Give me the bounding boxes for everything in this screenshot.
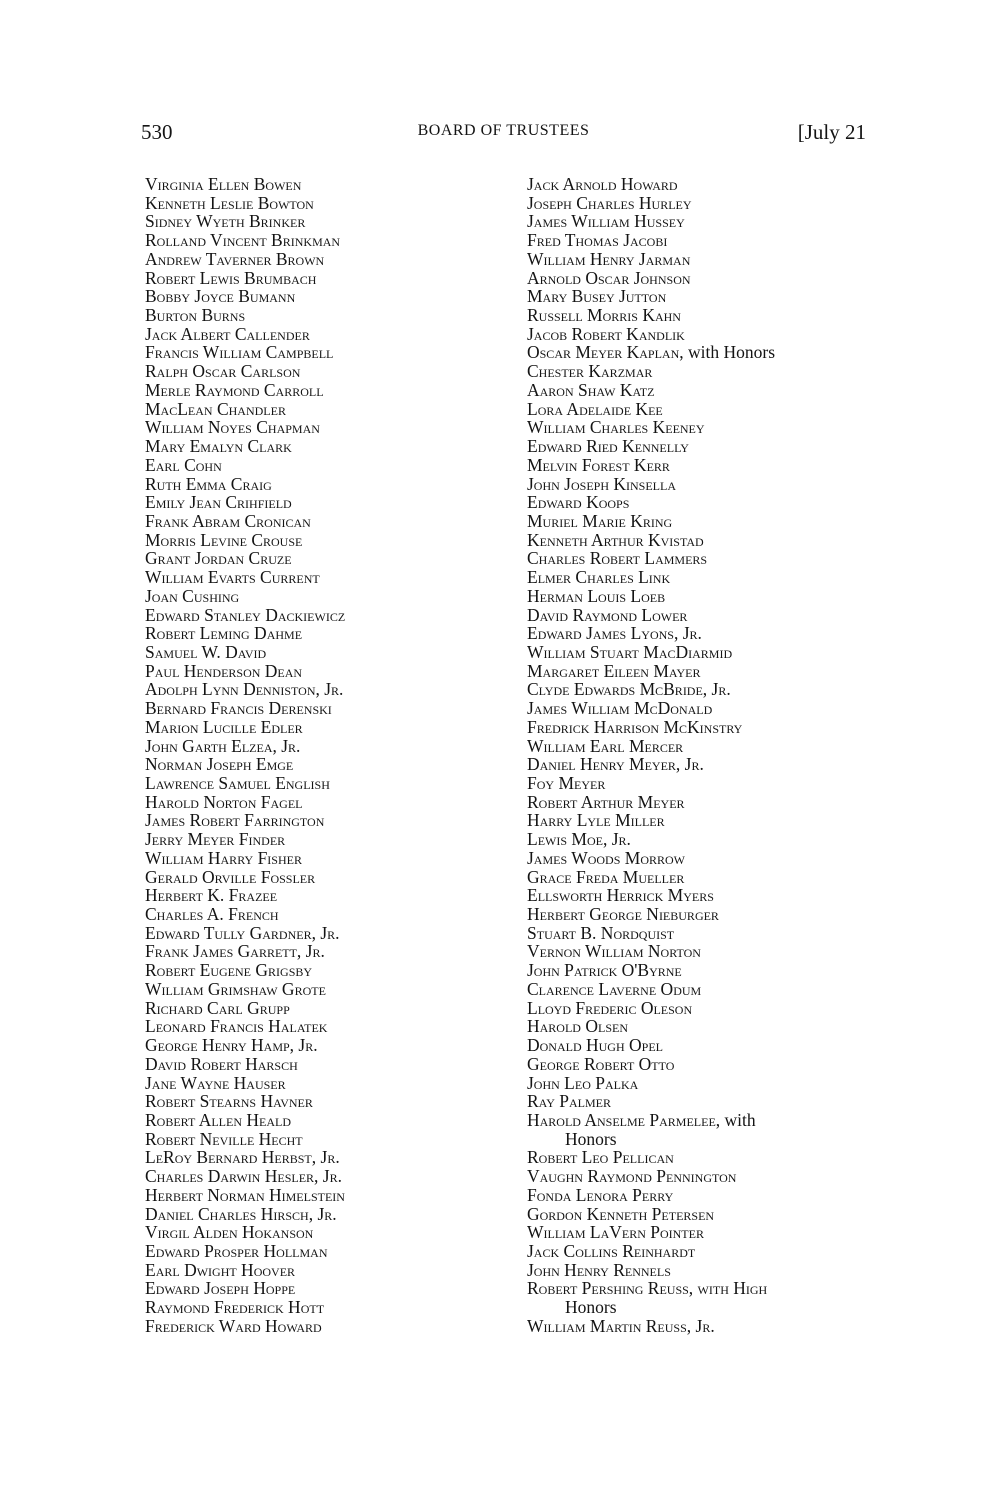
graduate-name: Paul Henderson Dean bbox=[145, 660, 303, 681]
graduate-name: George Henry Hamp, Jr. bbox=[145, 1035, 318, 1056]
graduate-name: John Leo Palka bbox=[527, 1072, 639, 1093]
page-number: 530 bbox=[141, 120, 173, 144]
graduate-name: Mary Emalyn Clark bbox=[145, 436, 292, 457]
right-name-column bbox=[527, 175, 872, 1336]
graduate-name: Virginia Ellen Bowen bbox=[145, 174, 302, 194]
graduate-name: Margaret Eileen Mayer bbox=[527, 660, 701, 681]
graduate-name: Rolland Vincent Brinkman bbox=[145, 230, 341, 251]
graduate-name: Robert Stearns Havner bbox=[145, 1091, 313, 1112]
graduate-name: William Charles Keeney bbox=[527, 417, 705, 438]
graduate-name: John Patrick O'Byrne bbox=[527, 960, 682, 981]
graduate-name: Frederick Ward Howard bbox=[145, 1315, 322, 1336]
graduate-name: Stuart B. Nordquist bbox=[527, 922, 675, 943]
graduate-name: Norman Joseph Emge bbox=[145, 754, 294, 775]
graduate-name: Grant Jordan Cruze bbox=[145, 548, 292, 569]
graduate-name: Morris Levine Crouse bbox=[145, 529, 303, 550]
graduate-name: Edward Stanley Dackiewicz bbox=[145, 604, 346, 625]
graduate-name: Herbert George Nieburger bbox=[527, 904, 719, 925]
graduate-name: Arnold Oscar Johnson bbox=[527, 267, 691, 288]
graduate-name: Elmer Charles Link bbox=[527, 567, 671, 588]
graduate-name: Harold Norton Fagel bbox=[145, 791, 303, 812]
graduate-name: William Stuart MacDiarmid bbox=[527, 641, 733, 662]
graduate-name: Ruth Emma Craig bbox=[145, 473, 272, 494]
graduate-name: Leonard Francis Halatek bbox=[145, 1016, 328, 1037]
graduate-name: Earl Dwight Hoover bbox=[145, 1259, 296, 1280]
graduate-name: Jerry Meyer Finder bbox=[145, 829, 286, 850]
graduate-name: Jacob Robert Kandlik bbox=[527, 323, 685, 344]
graduate-name: Daniel Charles Hirsch, Jr. bbox=[145, 1203, 337, 1224]
graduate-name: Bobby Joyce Bumann bbox=[145, 286, 296, 307]
graduate-name: Harry Lyle Miller bbox=[527, 810, 665, 831]
graduate-name: Aaron Shaw Katz bbox=[527, 379, 655, 400]
graduate-name: Charles A. French bbox=[145, 904, 279, 925]
graduate-name: William Grimshaw Grote bbox=[145, 978, 326, 999]
graduate-name: MacLean Chandler bbox=[145, 398, 286, 419]
graduate-name: Vernon William Norton bbox=[527, 941, 701, 962]
graduate-name: Herbert Norman Himelstein bbox=[145, 1184, 345, 1205]
graduate-name: Gordon Kenneth Petersen bbox=[527, 1203, 715, 1224]
header-date: [July 21 bbox=[797, 120, 866, 144]
graduate-name: Emily Jean Crihfield bbox=[145, 492, 292, 513]
graduate-name: John Henry Rennels bbox=[527, 1259, 671, 1280]
graduate-name: John Joseph Kinsella bbox=[527, 473, 677, 494]
graduate-name: Lewis Moe, Jr. bbox=[527, 829, 631, 850]
graduate-name: William Noyes Chapman bbox=[145, 417, 320, 438]
graduate-name: Jack Albert Callender bbox=[145, 323, 310, 344]
graduate-name: George Robert Otto bbox=[527, 1053, 675, 1074]
graduate-name: Kenneth Leslie Bowton bbox=[145, 192, 314, 213]
graduate-name: Sidney Wyeth Brinker bbox=[145, 211, 306, 232]
graduate-name: Kenneth Arthur Kvistad bbox=[527, 529, 704, 550]
graduate-name: David Raymond Lower bbox=[527, 604, 688, 625]
graduate-name: Clyde Edwards McBride, Jr. bbox=[527, 679, 731, 700]
left-name-column bbox=[145, 175, 485, 1336]
graduate-name: Edward Joseph Hoppe bbox=[145, 1278, 296, 1299]
graduate-name: Ralph Oscar Carlson bbox=[145, 361, 301, 382]
graduate-name: Donald Hugh Opel bbox=[527, 1035, 663, 1056]
graduate-name: Charles Darwin Hesler, Jr. bbox=[145, 1166, 342, 1187]
running-head: BOARD OF TRUSTEES bbox=[417, 122, 590, 139]
graduate-name: Herman Louis Loeb bbox=[527, 585, 666, 606]
graduate-name: Raymond Frederick Hott bbox=[145, 1297, 325, 1318]
graduate-name: Lora Adelaide Kee bbox=[527, 398, 663, 419]
graduate-name: Frank Abram Cronican bbox=[145, 510, 311, 531]
graduate-name: Daniel Henry Meyer, Jr. bbox=[527, 754, 704, 775]
graduate-name: Bernard Francis Derenski bbox=[145, 698, 332, 719]
graduate-name: Foy Meyer bbox=[527, 773, 606, 793]
graduate-name: Lawrence Samuel English bbox=[145, 773, 330, 793]
graduate-name: Robert Eugene Grigsby bbox=[145, 960, 313, 981]
graduate-name: Jack Collins Reinhardt bbox=[527, 1240, 696, 1261]
graduate-name: Grace Freda Mueller bbox=[527, 866, 685, 887]
graduate-name: Oscar Meyer Kaplan, with Honors bbox=[527, 342, 776, 363]
graduate-name: James William McDonald bbox=[527, 698, 713, 719]
graduate-name: David Robert Harsch bbox=[145, 1053, 298, 1074]
graduate-name: Jane Wayne Hauser bbox=[145, 1072, 286, 1093]
graduate-name: Robert Pershing Reuss, with High Honors bbox=[527, 1278, 768, 1318]
graduate-name: Robert Arthur Meyer bbox=[527, 791, 685, 812]
graduate-name: Robert Lewis Brumbach bbox=[145, 267, 317, 288]
graduate-name: William Earl Mercer bbox=[527, 735, 684, 756]
graduate-name: Ray Palmer bbox=[527, 1091, 612, 1112]
graduate-name: William LaVern Pointer bbox=[527, 1222, 704, 1243]
graduate-name: Fredrick Harrison McKinstry bbox=[527, 716, 743, 737]
graduate-name: Vaughn Raymond Pennington bbox=[527, 1166, 737, 1187]
graduate-name: Edward Koops bbox=[527, 492, 630, 513]
graduate-name: Robert Leming Dahme bbox=[145, 623, 303, 644]
graduate-name: Russell Morris Kahn bbox=[527, 305, 681, 326]
graduate-name: Samuel W. David bbox=[145, 641, 267, 662]
graduate-name: Charles Robert Lammers bbox=[527, 548, 708, 569]
graduate-name: Adolph Lynn Denniston, Jr. bbox=[145, 679, 344, 700]
graduate-name: Gerald Orville Fossler bbox=[145, 866, 316, 887]
graduate-name: Chester Karzmar bbox=[527, 361, 653, 382]
graduate-name: Earl Cohn bbox=[145, 454, 222, 475]
graduate-name: Edward Ried Kennelly bbox=[527, 436, 689, 457]
graduate-name: Lloyd Frederic Oleson bbox=[527, 997, 693, 1018]
graduate-name: Joan Cushing bbox=[145, 585, 240, 606]
graduate-name: Edward Prosper Hollman bbox=[145, 1240, 328, 1261]
graduate-name: Harold Olsen bbox=[527, 1016, 628, 1037]
graduate-name: William Evarts Current bbox=[145, 567, 320, 588]
graduate-name: Muriel Marie Kring bbox=[527, 510, 673, 531]
graduate-name: Melvin Forest Kerr bbox=[527, 454, 670, 475]
graduate-name: William Harry Fisher bbox=[145, 847, 302, 868]
graduate-name: Robert Allen Heald bbox=[145, 1109, 291, 1130]
graduate-name: Clarence Laverne Odum bbox=[527, 978, 702, 999]
graduate-name: Edward Tully Gardner, Jr. bbox=[145, 922, 340, 943]
graduate-name: William Henry Jarman bbox=[527, 248, 691, 269]
graduate-name: James Robert Farrington bbox=[145, 810, 325, 831]
graduate-name: Robert Leo Pellican bbox=[527, 1147, 674, 1168]
graduate-name: Ellsworth Herrick Myers bbox=[527, 885, 714, 906]
graduate-name: LeRoy Bernard Herbst, Jr. bbox=[145, 1147, 340, 1168]
graduate-name: Andrew Taverner Brown bbox=[145, 248, 325, 269]
graduate-name: Mary Busey Jutton bbox=[527, 286, 667, 307]
graduate-name: Jack Arnold Howard bbox=[527, 174, 678, 194]
graduate-name: Francis William Campbell bbox=[145, 342, 334, 363]
graduate-name: Herbert K. Frazee bbox=[145, 885, 278, 906]
graduate-name: Harold Anselme Parmelee, with Honors bbox=[527, 1109, 756, 1149]
graduate-name: Merle Raymond Carroll bbox=[145, 379, 324, 400]
page-header bbox=[141, 120, 866, 150]
graduate-name: James Woods Morrow bbox=[527, 847, 685, 868]
graduate-name: Edward James Lyons, Jr. bbox=[527, 623, 702, 644]
graduate-name: Fonda Lenora Perry bbox=[527, 1184, 674, 1205]
graduate-name: Marion Lucille Edler bbox=[145, 716, 303, 737]
graduate-name: John Garth Elzea, Jr. bbox=[145, 735, 301, 756]
graduate-name: Fred Thomas Jacobi bbox=[527, 230, 668, 251]
graduate-name: Frank James Garrett, Jr. bbox=[145, 941, 325, 962]
graduate-name: William Martin Reuss, Jr. bbox=[527, 1315, 715, 1336]
graduate-name: Richard Carl Grupp bbox=[145, 997, 290, 1018]
graduate-name: Burton Burns bbox=[145, 305, 246, 326]
graduate-name: Robert Neville Hecht bbox=[145, 1128, 303, 1149]
graduate-name: Virgil Alden Hokanson bbox=[145, 1222, 314, 1243]
graduate-name: Joseph Charles Hurley bbox=[527, 192, 692, 213]
graduate-name: James William Hussey bbox=[527, 211, 685, 232]
